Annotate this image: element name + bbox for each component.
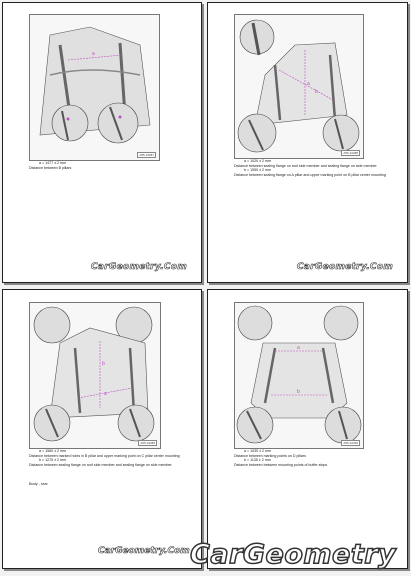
- figure-c-pillar: [29, 302, 161, 449]
- car-body-illustration: [30, 15, 159, 160]
- car-body-illustration: [235, 303, 363, 448]
- mid-watermark: CarGeometry.Com: [98, 546, 190, 556]
- figure-caption: a = 1477 ± 2 mm Distance between B pillars: [29, 161, 72, 170]
- figure-caption: a = 1580 ± 2 mm Distance between marked holes in B pillar and upper marking point on C pillar center mounting b = 1275 ± 2 mm Distance between sealing flange on roof side member and sealing flange on side member: [29, 449, 180, 467]
- figure-id: A55-10290: [343, 441, 358, 445]
- figure-side-member: [234, 14, 364, 159]
- figure-b-pillars: [29, 14, 160, 161]
- svg-text:b: b: [102, 361, 105, 367]
- section-heading: Body - rear: [29, 482, 48, 486]
- figure-caption: a = 1030 ± 2 mm Distance between marking points on D pillars b = 1135 ± 2 mm Distance between between mounting points of buffer stops: [234, 449, 328, 467]
- figure-id: A55-10288: [343, 151, 358, 155]
- page-watermark: CarGeometry.Com: [90, 262, 187, 272]
- page-watermark: CarGeometry.Com: [296, 262, 393, 272]
- svg-text:a: a: [307, 81, 310, 87]
- document-page-2: [207, 2, 408, 283]
- svg-text:a: a: [297, 345, 300, 351]
- svg-text:b: b: [315, 89, 318, 95]
- svg-text:a: a: [92, 51, 95, 57]
- figure-rear-body: [234, 302, 364, 449]
- document-page-1: [2, 2, 202, 283]
- car-body-illustration: [30, 303, 160, 448]
- figure-caption: a = 1020 ± 2 mm Distance between sealing flange on roof side member and sealing flange on side member b = 1550 ± 2 mm Distance between sealing flange on A pillar and upper marking point on B pillar center mounting: [234, 159, 386, 177]
- figure-id: A55-10287: [139, 153, 154, 157]
- car-body-illustration: [235, 15, 363, 158]
- svg-text:a: a: [104, 391, 107, 397]
- figure-id: A55-10289: [140, 441, 155, 445]
- svg-text:b: b: [297, 389, 300, 395]
- brand-watermark: CarGeometry: [190, 539, 397, 570]
- document-page-4: [207, 289, 408, 569]
- document-page-3: [2, 289, 202, 569]
